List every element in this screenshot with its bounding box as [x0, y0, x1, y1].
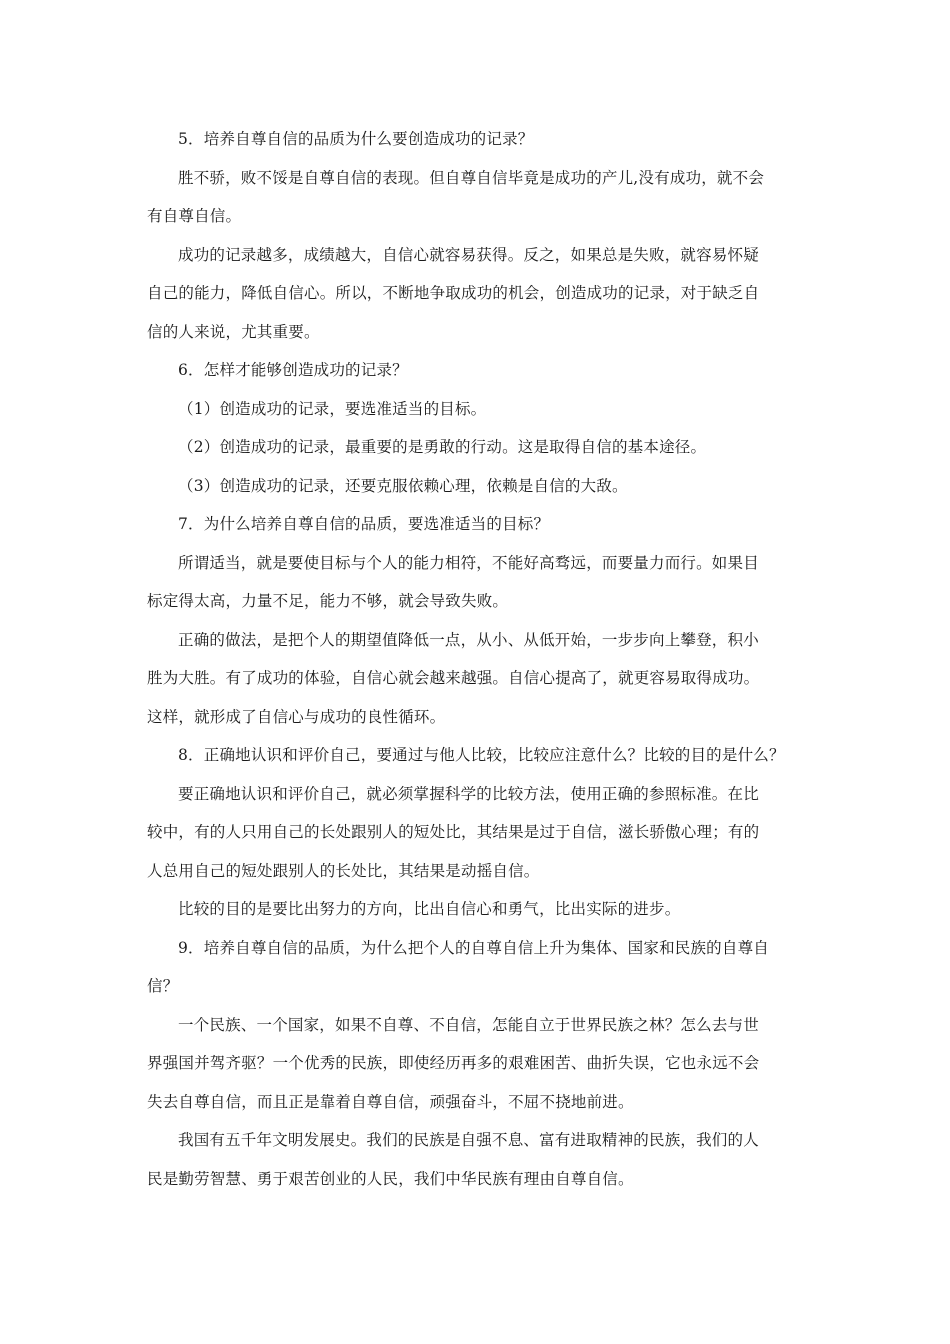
list-item: （1）创造成功的记录，要选准适当的目标。: [178, 399, 487, 418]
paragraph-line: 比较的目的是要比出努力的方向，比出自信心和勇气，比出实际的进步。: [178, 900, 681, 918]
paragraph-line: 一个民族、一个国家，如果不自尊、不自信，怎能自立于世界民族之林？怎么去与世: [178, 1015, 759, 1034]
paragraph-line: 失去自尊自信，而且正是靠着自尊自信，顽强奋斗，不屈不挠地前进。: [147, 1092, 634, 1111]
paragraph-line: 胜为大胜。有了成功的体验，自信心就会越来越强。自信心提高了，就更容易取得成功。: [147, 669, 760, 687]
question-heading: 8．正确地认识和评价自己，要通过与他人比较，比较应注意什么？比较的目的是什么？: [178, 746, 785, 764]
question-heading: 7．为什么培养自尊自信的品质，要选准适当的目标？: [178, 515, 550, 533]
paragraph-line: 胜不骄，败不馁是自尊自信的表现。但自尊自信毕竟是成功的产儿,没有成功，就不会: [178, 168, 765, 187]
paragraph-line: 人总用自己的短处跟别人的长处比，其结果是动摇自信。: [147, 861, 540, 880]
paragraph-line: 较中，有的人只用自己的长处跟别人的短处比，其结果是过于自信，滋长骄傲心理；有的: [147, 823, 760, 841]
paragraph-line: 成功的记录越多，成绩越大，自信心就容易获得。反之，如果总是失败，就容易怀疑: [178, 245, 759, 264]
paragraph-line: 自己的能力，降低自信心。所以，不断地争取成功的机会，创造成功的记录，对于缺乏自: [147, 284, 760, 302]
paragraph-line: 所谓适当，就是要使目标与个人的能力相符，不能好高骛远，而要量力而行。如果目: [178, 553, 759, 572]
list-item: （2）创造成功的记录，最重要的是勇敢的行动。这是取得自信的基本途径。: [178, 438, 707, 456]
paragraph-line: 正确的做法，是把个人的期望值降低一点，从小、从低开始，一步步向上攀登，积小: [178, 630, 759, 649]
paragraph-line: 民是勤劳智慧、勇于艰苦创业的人民，我们中华民族有理由自尊自信。: [147, 1169, 634, 1188]
question-heading: 6．怎样才能够创造成功的记录？: [178, 361, 408, 379]
question-heading: 9．培养自尊自信的品质，为什么把个人的自尊自信上升为集体、国家和民族的自尊自: [178, 938, 769, 957]
paragraph-line: 这样，就形成了自信心与成功的良性循环。: [147, 707, 446, 726]
paragraph-line: 信的人来说，尤其重要。: [147, 322, 320, 341]
list-item: （3）创造成功的记录，还要克服依赖心理，依赖是自信的大敌。: [178, 476, 628, 495]
paragraph-line: 要正确地认识和评价自己，就必须掌握科学的比较方法，使用正确的参照标准。在比: [178, 784, 759, 803]
question-heading: 5．培养自尊自信的品质为什么要创造成功的记录？: [178, 130, 534, 148]
question-heading-continuation: 信？: [147, 977, 179, 995]
paragraph-line: 有自尊自信。: [147, 207, 242, 225]
paragraph-line: 标定得太高，力量不足，能力不够，就会导致失败。: [147, 592, 509, 610]
document-page: [147, 120, 807, 1198]
paragraph-line: 界强国并驾齐驱？一个优秀的民族，即使经历再多的艰难困苦、曲折失误，它也永远不会: [147, 1054, 760, 1072]
paragraph-line: 我国有五千年文明发展史。我们的民族是自强不息、富有进取精神的民族，我们的人: [178, 1131, 759, 1149]
